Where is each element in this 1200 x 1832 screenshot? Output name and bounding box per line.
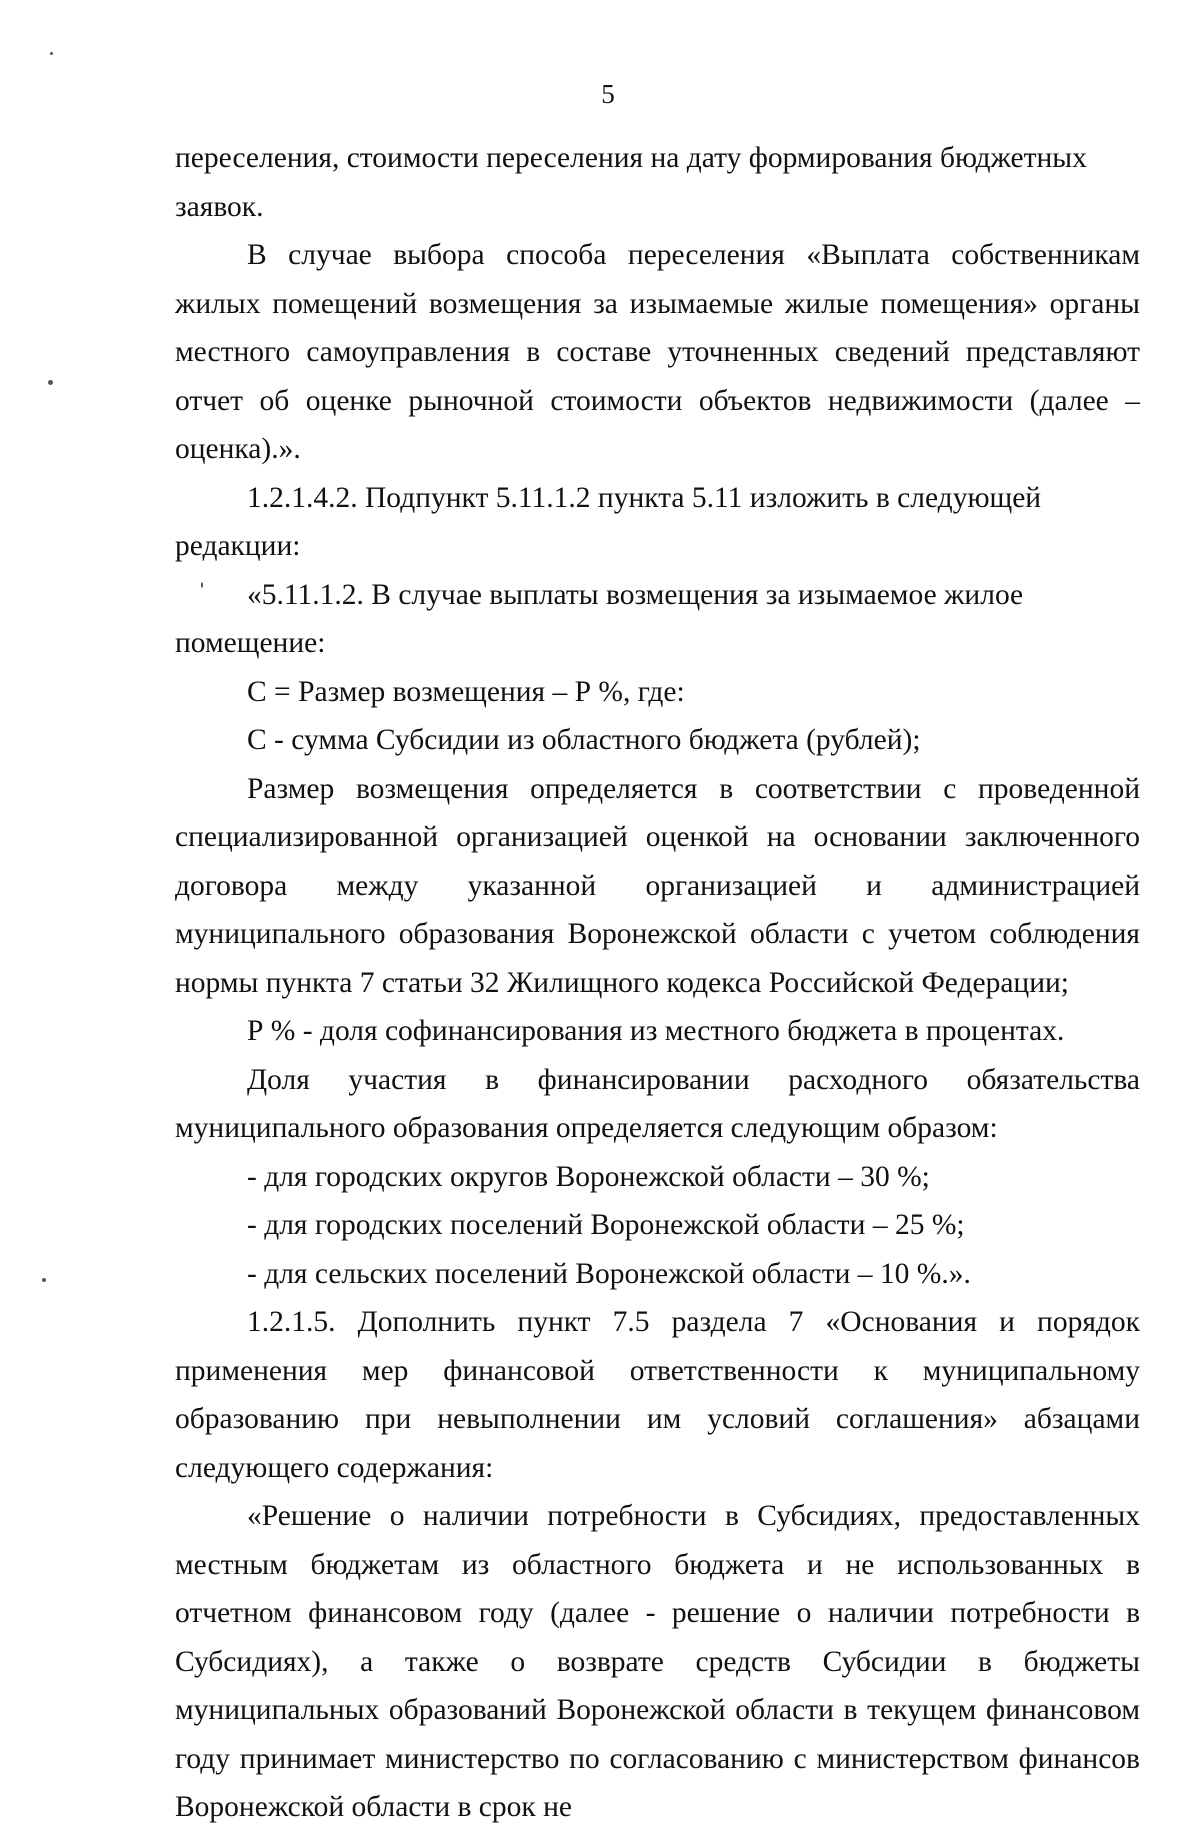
paragraph-1: переселения, стоимости переселения на дату формирования бюджетных заявок. [175,142,1087,223]
paragraph-2: В случае выбора способа переселения «Выплата собственникам жилых помещений возмещения за изымаемые жилые помещения» органы местного самоуправления в составе уточненных сведений представляют отчет об оценке рыночной стоимости объектов недвижимости (далее – оценка).». [175,239,1140,465]
paragraph-10: 1.2.1.5. Дополнить пункт 7.5 раздела 7 «Основания и порядок применения мер финансовой ответственности к муниципальному образованию при невыполнении им условий соглашения» абзацами следующего содержания: [175,1306,1140,1484]
scan-speck [201,582,203,588]
paragraph-4: «5.11.1.2. В случае выплаты возмещения за изымаемое жилое помещение: [175,578,1024,659]
paragraph-9: Доля участия в финансировании расходного обязательства муниципального образования определяется следующим образом: [175,1063,1140,1144]
page-number: 5 [601,79,615,109]
scan-speck [48,380,53,385]
paragraph-5: С = Размер возмещения – Р %, где: [247,675,685,708]
paragraph-11: «Решение о наличии потребности в Субсидиях, предоставленных местным бюджетам из областного бюджета и не использованных в отчетном финансовом году (далее - решение о наличии потребности в Субсидиях), а также о возврате средств Субсидии в бюджеты муниципальных образований Воронежской области в текущем финансовом году принимает министерство по согласованию с министерством финансов Воронежской области в срок не [175,1500,1140,1823]
scan-speck [50,52,53,55]
list-item-1: - для городских округов Воронежской области – 30 %; [247,1160,930,1193]
list-item-3: - для сельских поселений Воронежской области – 10 %.». [247,1257,971,1290]
paragraph-7: Размер возмещения определяется в соответствии с проведенной специализированной организацией оценкой на основании заключенного договора между указанной организацией и администрацией муниципального образования Воронежской области с учетом соблюдения нормы пункта 7 статьи 32 Жилищного кодекса Российской Федерации; [175,772,1140,999]
scan-speck [42,1278,46,1282]
document-body [175,134,1140,1832]
list-item-2: - для городских поселений Воронежской области – 25 %; [247,1209,965,1241]
paragraph-6: С - сумма Субсидии из областного бюджета (рублей); [247,724,921,756]
paragraph-8: Р % - доля софинансирования из местного бюджета в процентах. [247,1015,1065,1047]
paragraph-3: 1.2.1.4.2. Подпункт 5.11.1.2 пункта 5.11 изложить в следующей редакции: [175,481,1042,562]
